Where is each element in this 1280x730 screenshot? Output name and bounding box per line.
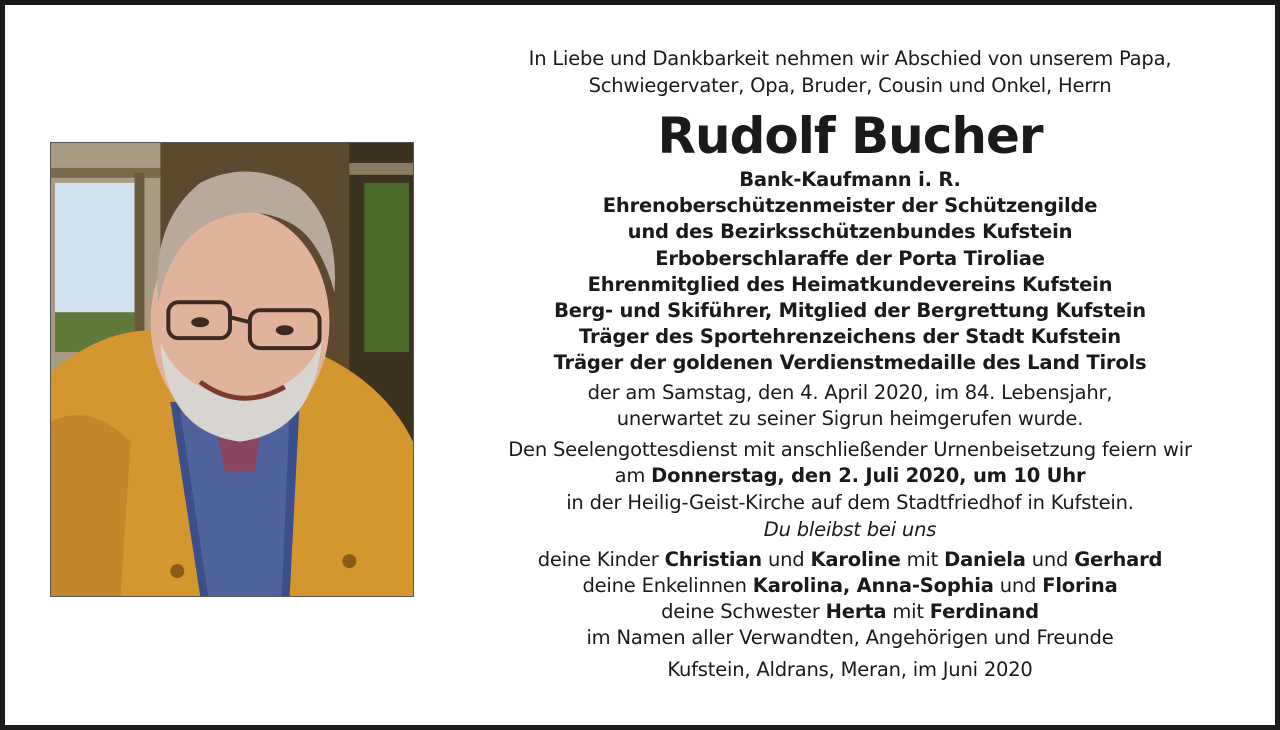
sister-line [445,599,1255,625]
portrait-photo [50,142,414,597]
title-item: Ehrenoberschützenmeister der Schützengilde [602,194,1098,218]
title-item: Träger des Sportehrenzeichens der Stadt Kufstein [579,325,1121,349]
child-name: Christian [664,548,762,572]
service-line-2 [445,463,1255,490]
obituary-text [445,45,1255,683]
partner-name: Gerhard [1074,548,1163,572]
grandchildren-prefix: deine Enkelinnen [582,574,753,598]
partner-name: Daniela [944,548,1026,572]
sister-prefix: deine Schwester [661,600,826,624]
sister-name: Herta [825,600,887,624]
sister-partner-name: Ferdinand [929,600,1039,624]
death-line-1: der am Samstag, den 4. April 2020, im 84. Lebensjahr, [587,380,1113,404]
relatives-line: im Namen aller Verwandten, Angehörigen und Freunde [586,626,1114,650]
conjunction: und [761,548,811,572]
titles-list [445,167,1255,377]
title-item: Ehrenmitglied des Heimatkundevereins Kufstein [587,272,1113,296]
children-line [445,547,1255,573]
title-item: Träger der goldenen Verdienstmedaille des Land Tirols [553,351,1147,375]
grandchild-names: Karolina, Anna-Sophia [752,574,994,598]
conjunction: und [1025,548,1075,572]
service-line-3: in der Heilig-Geist-Kirche auf dem Stadtfriedhof in Kufstein. [566,490,1134,514]
grandchild-name: Florina [1042,574,1118,598]
conjunction: mit [886,600,930,624]
children-prefix: deine Kinder [537,548,665,572]
deceased-name: Rudolf Bucher [657,107,1043,165]
title-item: Bank-Kaufmann i. R. [739,168,961,191]
title-item: Berg- und Skiführer, Mitglied der Bergrettung Kufstein [554,299,1146,323]
conjunction: mit [900,548,945,572]
service-prefix: am [614,464,652,488]
portrait-illustration [51,143,413,596]
title-item: Erboberschlaraffe der Porta Tiroliae [655,246,1045,270]
motto: Du bleibst bei uns [763,518,937,542]
place-date: Kufstein, Aldrans, Meran, im Juni 2020 [667,658,1033,682]
service-line-1: Den Seelengottesdienst mit anschließender Urnenbeisetzung feiern wir [508,437,1192,461]
grandchildren-line [445,573,1255,599]
death-line-2: unerwartet zu seiner Sigrun heimgerufen wurde. [616,407,1084,431]
conjunction: und [993,574,1043,598]
intro-line-1: In Liebe und Dankbarkeit nehmen wir Abschied von unserem Papa, [528,47,1172,70]
title-item: und des Bezirksschützenbundes Kufstein [627,220,1073,244]
intro-line-2: Schwiegervater, Opa, Bruder, Cousin und Onkel, Herrn [588,74,1112,97]
child-name: Karoline [810,548,901,572]
service-date: Donnerstag, den 2. Juli 2020, um 10 Uhr [651,464,1086,488]
